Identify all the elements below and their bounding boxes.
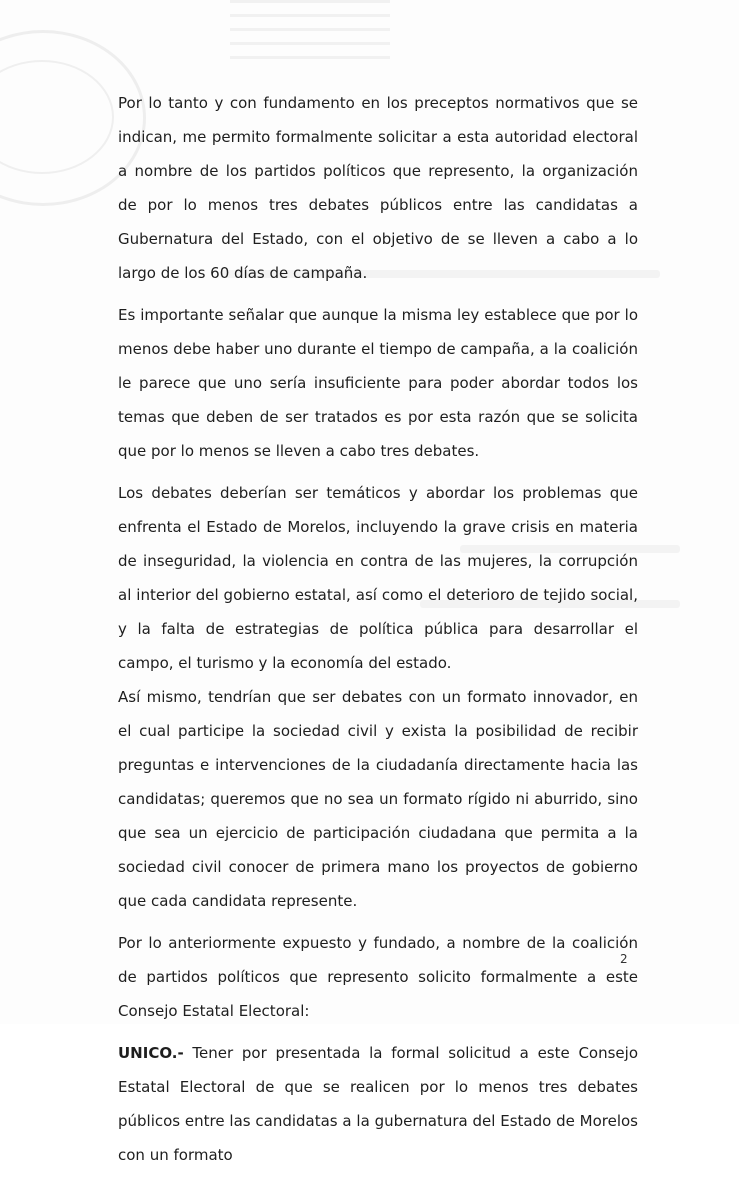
paragraph-expuesto: Por lo anteriormente expuesto y fundado, a nombre de la coalición de partidos políticos que represento solicito formalmente a este Consejo Estatal Electoral: bbox=[118, 934, 638, 1020]
unico-label: UNICO.- bbox=[118, 1044, 184, 1062]
paragraph-importante: Es importante señalar que aunque la misma ley establece que por lo menos debe haber uno durante el tiempo de campaña, a la coalición le parece que uno sería insuficiente para poder abordar todos los temas que deben de ser tratados es por esta razón que se solicita que por lo menos se lleven a cabo tres debates. bbox=[118, 306, 638, 460]
body-text bbox=[118, 86, 638, 1180]
paragraph-debates-tematicos: Los debates deberían ser temáticos y abordar los problemas que enfrenta el Estado de Morelos, incluyendo la grave crisis en materia de inseguridad, la violencia en contra de las mujeres, la corrupción al interior del gobierno estatal, así como el deterioro de tejido social, y la falta de estrategias de política pública para desarrollar el campo, el turismo y la economía del estado. bbox=[118, 484, 638, 672]
page-number: 2 bbox=[620, 952, 628, 966]
paragraph-unico bbox=[118, 1036, 638, 1172]
unico-text: Tener por presentada la formal solicitud a este Consejo Estatal Electoral de que se realicen por lo menos tres debates públicos entre las candidatas a la gubernatura del Estado de Morelos con un formato bbox=[118, 1044, 638, 1164]
paragraph-fundamento: Por lo tanto y con fundamento en los preceptos normativos que se indican, me permito formalmente solicitar a esta autoridad electoral a nombre de los partidos políticos que represento, la organización de por lo menos tres debates públicos entre las candidatas a Gubernatura del Estado, con el objetivo de se lleven a cabo a lo largo de los 60 días de campaña. bbox=[118, 94, 638, 282]
paragraph-formato-innovador: Así mismo, tendrían que ser debates con un formato innovador, en el cual participe la sociedad civil y exista la posibilidad de recibir preguntas e intervenciones de la ciudadanía directamente hacia las candidatas; queremos que no sea un formato rígido ni aburrido, sino que sea un ejercicio de participación ciudadana que permita a la sociedad civil conocer de primera mano los proyectos de gobierno que cada candidata represente. bbox=[118, 688, 638, 910]
bleed-through-text bbox=[230, 0, 390, 60]
